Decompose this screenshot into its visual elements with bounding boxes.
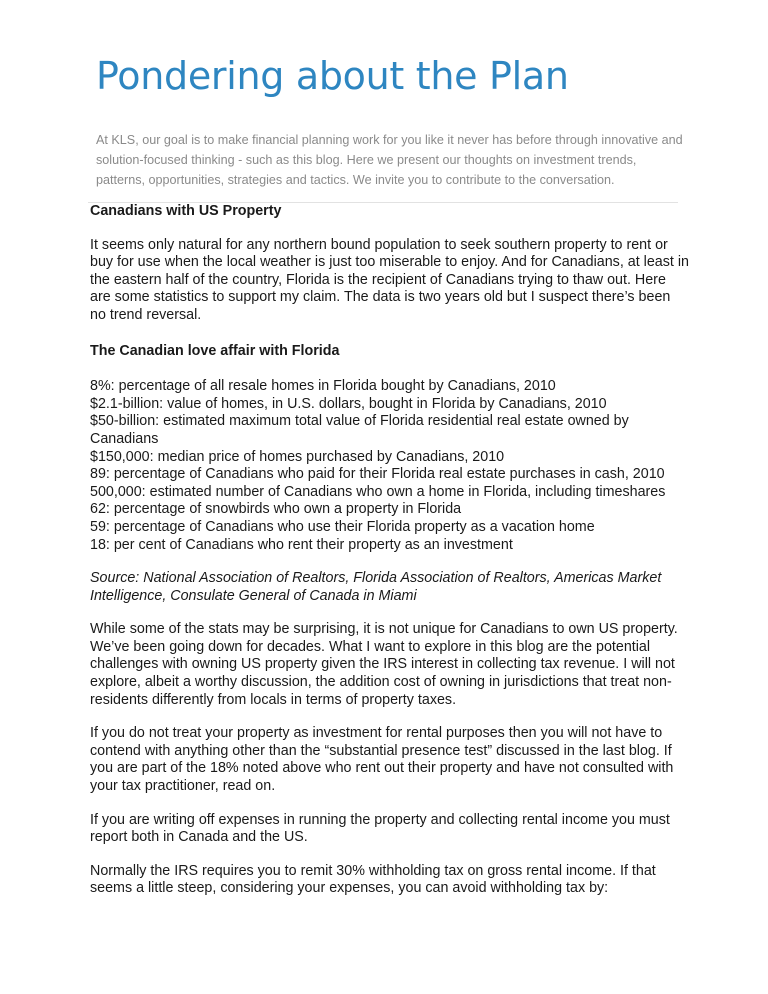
stat-line: $50-billion: estimated maximum total value of Florida residential real estate owned by Canadians [90,413,629,447]
stat-line: $2.1-billion: value of homes, in U.S. dollars, bought in Florida by Canadians, 2010 [90,395,607,412]
article-body [90,203,690,898]
body-paragraph: If you are writing off expenses in running the property and collecting rental income you must report both in Canada and the US. [90,811,670,846]
stat-line: 8%: percentage of all resale homes in Florida bought by Canadians, 2010 [90,378,556,395]
article-subheading: The Canadian love affair with Florida [90,342,340,359]
body-paragraph: While some of the stats may be surprising, it is not unique for Canadians to own US property. We’ve been going down for decades. What I want to explore in this blog are the potential challenges with owning US property given the IRS interest in collecting tax revenue. I will not explore, albeit a worthy discussion, the addition cost of owning in jurisdictions that treat non-residents differently from locals in terms of property taxes. [90,621,678,708]
stat-line: 62: percentage of snowbirds who own a property in Florida [90,501,462,518]
body-paragraph: If you do not treat your property as investment for rental purposes then you will not have to contend with anything other than the “substantial presence test” discussed in the last blog. If you are part of the 18% noted above who rent out their property and have not consulted with your tax practitioner, read on. [90,725,674,795]
stat-line: 59: percentage of Canadians who use their Florida property as a vacation home [90,518,595,535]
blog-title: Pondering about the Plan [96,54,569,98]
stats-list [90,378,690,554]
source-citation: Source: National Association of Realtors, Florida Association of Realtors, Americas Market Intelligence, Consulate General of Canada in Miami [90,570,662,604]
stat-line: 500,000: estimated number of Canadians who own a home in Florida, including timeshares [90,483,666,500]
stat-line: 89: percentage of Canadians who paid for their Florida real estate purchases in cash, 2010 [90,466,665,483]
blog-intro: At KLS, our goal is to make financial planning work for you like it never has before through innovative and solution-focused thinking - such as this blog. Here we present our thoughts on investment trends, patterns, opportunities, strategies and tactics. We invite you to contribute to the conversation. [96,133,683,187]
article-title: Canadians with US Property [90,203,282,219]
blog-banner [96,52,676,100]
stat-line: $150,000: median price of homes purchased by Canadians, 2010 [90,448,505,465]
body-paragraph: Normally the IRS requires you to remit 30% withholding tax on gross rental income. If that seems a little steep, considering your expenses, you can avoid withholding tax by: [90,862,656,897]
stat-line: 18: per cent of Canadians who rent their property as an investment [90,536,513,553]
intro-paragraph: It seems only natural for any northern bound population to seek southern property to rent or buy for use when the local weather is just too miserable to enjoy. And for Canadians, at least in the eastern half of the country, Florida is the recipient of Canadians trying to thaw out. Here are some statistics to support my claim. The data is two years old but I suspect there’s been no trend reversal. [90,236,689,323]
